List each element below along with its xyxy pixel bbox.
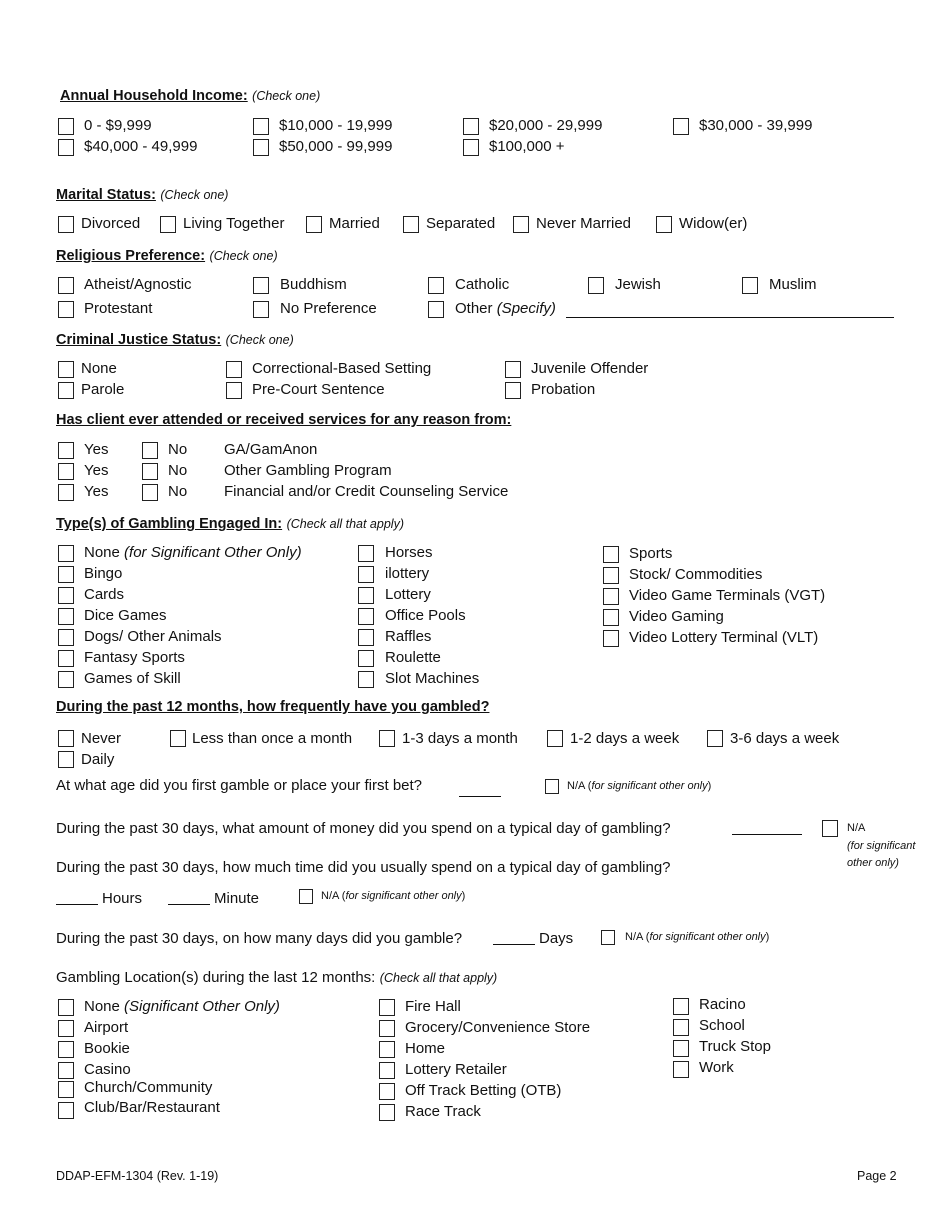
gambling-type-c3-checkbox-3[interactable] (603, 609, 619, 626)
religion-heading: Religious Preference: (56, 248, 206, 264)
frequency-checkbox-5[interactable] (58, 751, 74, 768)
criminal-option-5: Probation (531, 381, 596, 398)
criminal-option-1: Correctional-Based Setting (252, 360, 432, 377)
marital-checkbox-1[interactable] (160, 216, 176, 233)
location-c3-checkbox-1[interactable] (673, 1019, 689, 1036)
location-c2-0: Fire Hall (405, 998, 461, 1015)
time-na-prefix: N/A ( (321, 890, 346, 902)
location-c1-checkbox-4[interactable] (58, 1102, 74, 1119)
income-option-2: $20,000 - 29,999 (489, 117, 603, 134)
services-heading: Has client ever attended or received services for any reason from: (56, 412, 512, 428)
money-question: During the past 30 days, what amount of money did you spend on a typical day of gambling? (56, 820, 671, 837)
location-c3-0: Racino (699, 996, 746, 1013)
frequency-option-2: 1-3 days a month (402, 730, 518, 747)
religion-option-2: Catholic (455, 276, 510, 293)
days-na-label (625, 931, 769, 943)
frequency-option-5: Daily (81, 751, 115, 768)
first-age-na-checkbox[interactable] (545, 779, 559, 794)
religion-other-note: (Specify) (496, 300, 556, 317)
gambling-type-c2-checkbox-5[interactable] (358, 650, 374, 667)
days-na-suffix: ) (765, 931, 770, 943)
frequency-checkbox-2[interactable] (379, 730, 395, 747)
income-checkbox-3[interactable] (673, 118, 689, 135)
religion-other-text: Other (455, 300, 493, 317)
criminal-checkbox-3[interactable] (58, 382, 74, 399)
religion-other-label (455, 300, 556, 317)
time-na-suffix: ) (461, 890, 466, 902)
location-c2-checkbox-5[interactable] (379, 1104, 395, 1121)
gambling-type-c3-checkbox-2[interactable] (603, 588, 619, 605)
marital-note: (Check one) (160, 188, 229, 202)
gambling-type-c3-1: Stock/ Commodities (629, 566, 763, 583)
income-option-6: $100,000 + (489, 138, 565, 155)
location-c1-checkbox-3[interactable] (58, 1081, 74, 1098)
money-na-label: N/A (847, 822, 866, 834)
gambling-type-c3-checkbox-1[interactable] (603, 567, 619, 584)
location-c3-checkbox-3[interactable] (673, 1061, 689, 1078)
gambling-type-c1-5: Games of Skill (84, 670, 181, 687)
gambling-type-none-label: None (84, 544, 120, 561)
location-c1-checkbox-0[interactable] (58, 1020, 74, 1037)
time-na-checkbox[interactable] (299, 889, 313, 904)
income-checkbox-1[interactable] (253, 118, 269, 135)
location-c2-1: Grocery/Convenience Store (405, 1019, 591, 1036)
frequency-heading: During the past 12 months, how frequently have you gambled? (56, 699, 490, 715)
income-checkbox-6[interactable] (463, 139, 479, 156)
gambling-type-c2-checkbox-4[interactable] (358, 629, 374, 646)
money-na-note-2: other only) (847, 857, 899, 869)
marital-option-4: Never Married (536, 215, 632, 232)
money-na-checkbox[interactable] (822, 820, 838, 837)
days-question: During the past 30 days, on how many days did you gamble? (56, 930, 463, 947)
religion-checkbox-6[interactable] (253, 301, 269, 318)
gambling-type-c2-checkbox-3[interactable] (358, 608, 374, 625)
hours-field[interactable] (56, 904, 98, 905)
criminal-option-0: None (81, 360, 117, 377)
days-field[interactable] (493, 944, 535, 945)
income-checkbox-5[interactable] (253, 139, 269, 156)
gambling-type-c1-checkbox-3[interactable] (58, 629, 74, 646)
income-option-5: $50,000 - 99,999 (279, 138, 393, 155)
religion-option-1: Buddhism (280, 276, 347, 293)
location-c1-4: Club/Bar/Restaurant (84, 1099, 220, 1116)
criminal-checkbox-1[interactable] (226, 361, 242, 378)
location-c1-checkbox-1[interactable] (58, 1041, 74, 1058)
gambling-type-c3-checkbox-0[interactable] (603, 546, 619, 563)
gambling-types-note: (Check all that apply) (286, 517, 404, 531)
frequency-option-0: Never (81, 730, 122, 747)
first-age-na-suffix: ) (707, 780, 712, 792)
gambling-type-none-note: (for Significant Other Only) (124, 544, 302, 561)
marital-checkbox-2[interactable] (306, 216, 322, 233)
income-note: (Check one) (252, 89, 321, 103)
gambling-type-c1-3: Dogs/ Other Animals (84, 628, 222, 645)
services-yes-label-1: Yes (84, 462, 109, 479)
gambling-type-c3-4: Video Lottery Terminal (VLT) (629, 629, 819, 646)
marital-option-0: Divorced (81, 215, 141, 232)
criminal-heading: Criminal Justice Status: (56, 332, 222, 348)
time-na-label (321, 890, 465, 902)
religion-note: (Check one) (209, 249, 278, 263)
time-question: During the past 30 days, how much time did you usually spend on a typical day of gambling? (56, 859, 671, 876)
days-na-prefix: N/A ( (625, 931, 650, 943)
criminal-option-4: Pre-Court Sentence (252, 381, 385, 398)
marital-checkbox-5[interactable] (656, 216, 672, 233)
income-checkbox-4[interactable] (58, 139, 74, 156)
location-c1-3: Church/Community (84, 1079, 213, 1096)
gambling-type-c2-1: ilottery (385, 565, 430, 582)
services-yes-checkbox-1[interactable] (58, 463, 74, 480)
frequency-option-3: 1-2 days a week (570, 730, 680, 747)
hours-label: Hours (102, 890, 143, 907)
locations-heading: Gambling Location(s) during the last 12 months: (56, 969, 376, 986)
location-c1-1: Bookie (84, 1040, 130, 1057)
gambling-type-c3-2: Video Game Terminals (VGT) (629, 587, 826, 604)
income-option-0: 0 - $9,999 (84, 117, 152, 134)
marital-checkbox-0[interactable] (58, 216, 74, 233)
marital-option-3: Separated (426, 215, 496, 232)
gambling-type-c2-0: Horses (385, 544, 433, 561)
location-c1-0: Airport (84, 1019, 129, 1036)
gambling-type-none-checkbox[interactable] (58, 545, 74, 562)
gambling-type-c1-checkbox-2[interactable] (58, 608, 74, 625)
location-none-checkbox[interactable] (58, 999, 74, 1016)
gambling-type-c1-2: Dice Games (84, 607, 167, 624)
services-yes-checkbox-2[interactable] (58, 484, 74, 501)
services-no-label-1: No (168, 462, 188, 479)
gambling-type-none (84, 544, 302, 561)
services-row-1: Other Gambling Program (224, 462, 392, 479)
location-c3-2: Truck Stop (699, 1038, 771, 1055)
gambling-type-c1-checkbox-1[interactable] (58, 587, 74, 604)
services-yes-label-2: Yes (84, 483, 109, 500)
income-checkbox-0[interactable] (58, 118, 74, 135)
location-c1-checkbox-2[interactable] (58, 1062, 74, 1079)
gambling-type-c1-checkbox-0[interactable] (58, 566, 74, 583)
locations-section-title (56, 969, 497, 987)
services-no-label-0: No (168, 441, 188, 458)
income-option-3: $30,000 - 39,999 (699, 117, 813, 134)
income-heading: Annual Household Income: (60, 88, 248, 104)
form-id: DDAP-EFM-1304 (Rev. 1-19) (56, 1169, 219, 1183)
money-field[interactable] (732, 834, 802, 835)
religion-checkbox-5[interactable] (58, 301, 74, 318)
first-age-field[interactable] (459, 796, 501, 797)
gambling-types-heading: Type(s) of Gambling Engaged In: (56, 516, 283, 532)
religion-option-3: Jewish (615, 276, 661, 293)
religion-checkbox-1[interactable] (253, 277, 269, 294)
gambling-type-c2-checkbox-6[interactable] (358, 671, 374, 688)
religion-checkbox-2[interactable] (428, 277, 444, 294)
location-c2-checkbox-4[interactable] (379, 1083, 395, 1100)
gambling-type-c1-4: Fantasy Sports (84, 649, 185, 666)
marital-option-2: Married (329, 215, 380, 232)
religion-option-6: No Preference (280, 300, 377, 317)
gambling-type-c1-1: Cards (84, 586, 125, 603)
gambling-type-c2-6: Slot Machines (385, 670, 480, 687)
gambling-types-section-title (56, 515, 404, 533)
services-no-checkbox-1[interactable] (142, 463, 158, 480)
criminal-option-3: Parole (81, 381, 125, 398)
frequency-checkbox-0[interactable] (58, 730, 74, 747)
income-section-title (60, 87, 320, 105)
marital-option-1: Living Together (183, 215, 285, 232)
location-c2-checkbox-1[interactable] (379, 1020, 395, 1037)
services-yes-checkbox-0[interactable] (58, 442, 74, 459)
gambling-type-c1-checkbox-5[interactable] (58, 671, 74, 688)
services-no-checkbox-2[interactable] (142, 484, 158, 501)
religion-checkbox-other[interactable] (428, 301, 444, 318)
gambling-type-c2-checkbox-0[interactable] (358, 545, 374, 562)
location-c2-5: Race Track (405, 1103, 481, 1120)
gambling-type-c3-3: Video Gaming (629, 608, 724, 625)
religion-section-title (56, 247, 278, 265)
first-age-question: At what age did you first gamble or place your first bet? (56, 777, 423, 794)
first-age-na-label (567, 780, 711, 792)
religion-other-specify-field[interactable] (566, 317, 894, 318)
services-no-checkbox-0[interactable] (142, 442, 158, 459)
gambling-type-c1-checkbox-4[interactable] (58, 650, 74, 667)
location-c3-1: School (699, 1017, 745, 1034)
religion-option-4: Muslim (769, 276, 817, 293)
gambling-type-c3-0: Sports (629, 545, 673, 562)
frequency-option-4: 3-6 days a week (730, 730, 840, 747)
page-number: Page 2 (857, 1169, 897, 1183)
minute-field[interactable] (168, 904, 210, 905)
money-na-note-1: (for significant (847, 840, 916, 852)
religion-option-0: Atheist/Agnostic (84, 276, 192, 293)
gambling-type-c2-3: Office Pools (385, 607, 466, 624)
first-age-na-prefix: N/A ( (567, 780, 592, 792)
location-c2-4: Off Track Betting (OTB) (405, 1082, 562, 1099)
criminal-checkbox-5[interactable] (505, 382, 521, 399)
criminal-checkbox-2[interactable] (505, 361, 521, 378)
time-na-italic: for significant other only (345, 890, 462, 902)
gambling-type-c2-4: Raffles (385, 628, 432, 645)
marital-option-5: Widow(er) (679, 215, 748, 232)
frequency-checkbox-1[interactable] (170, 730, 186, 747)
location-c2-2: Home (405, 1040, 446, 1057)
income-checkbox-2[interactable] (463, 118, 479, 135)
location-c2-3: Lottery Retailer (405, 1061, 507, 1078)
religion-checkbox-0[interactable] (58, 277, 74, 294)
locations-note: (Check all that apply) (379, 971, 498, 985)
religion-checkbox-4[interactable] (742, 277, 758, 294)
services-yes-label-0: Yes (84, 441, 109, 458)
gambling-type-c2-2: Lottery (385, 586, 431, 603)
marital-checkbox-4[interactable] (513, 216, 529, 233)
criminal-option-2: Juvenile Offender (531, 360, 649, 377)
gambling-type-c1-0: Bingo (84, 565, 123, 582)
marital-section-title (56, 186, 228, 204)
frequency-checkbox-4[interactable] (707, 730, 723, 747)
location-none-label: None (84, 998, 120, 1015)
location-c1-2: Casino (84, 1061, 131, 1078)
marital-checkbox-3[interactable] (403, 216, 419, 233)
minute-label: Minute (214, 890, 260, 907)
location-c2-checkbox-3[interactable] (379, 1062, 395, 1079)
days-na-italic: for significant other only (649, 931, 766, 943)
days-label: Days (539, 930, 574, 947)
income-option-4: $40,000 - 49,999 (84, 138, 198, 155)
frequency-checkbox-3[interactable] (547, 730, 563, 747)
location-c3-3: Work (699, 1059, 734, 1076)
location-c2-checkbox-0[interactable] (379, 999, 395, 1016)
criminal-checkbox-0[interactable] (58, 361, 74, 378)
gambling-type-c3-checkbox-4[interactable] (603, 630, 619, 647)
criminal-checkbox-4[interactable] (226, 382, 242, 399)
religion-option-5: Protestant (84, 300, 153, 317)
religion-checkbox-3[interactable] (588, 277, 604, 294)
gambling-type-c2-checkbox-1[interactable] (358, 566, 374, 583)
location-none-note: (Significant Other Only) (124, 998, 280, 1015)
location-c3-checkbox-2[interactable] (673, 1040, 689, 1057)
first-age-na-italic: for significant other only (591, 780, 708, 792)
income-option-1: $10,000 - 19,999 (279, 117, 393, 134)
services-no-label-2: No (168, 483, 188, 500)
location-none (84, 998, 280, 1015)
frequency-option-1: Less than once a month (192, 730, 353, 747)
location-c2-checkbox-2[interactable] (379, 1041, 395, 1058)
services-row-0: GA/GamAnon (224, 441, 318, 458)
marital-heading: Marital Status: (56, 187, 156, 203)
criminal-section-title (56, 331, 294, 349)
criminal-note: (Check one) (225, 333, 294, 347)
gambling-type-c2-5: Roulette (385, 649, 441, 666)
services-row-2: Financial and/or Credit Counseling Service (224, 483, 509, 500)
gambling-type-c2-checkbox-2[interactable] (358, 587, 374, 604)
days-na-checkbox[interactable] (601, 930, 615, 945)
location-c3-checkbox-0[interactable] (673, 998, 689, 1015)
